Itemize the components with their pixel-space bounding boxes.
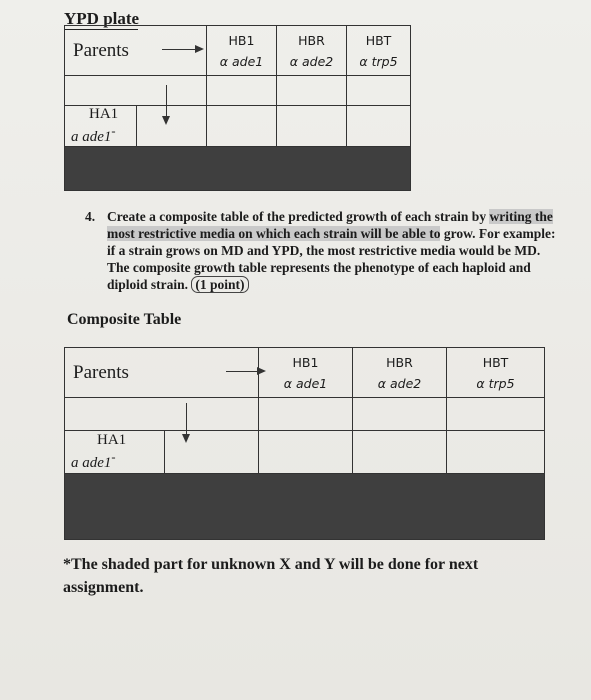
parents-label: Parents — [73, 361, 129, 383]
parents-cell — [65, 26, 207, 76]
down-arrow-icon — [186, 403, 187, 441]
parents-label: Parents — [73, 39, 129, 61]
empty-cell — [277, 76, 347, 106]
growth-cell — [259, 431, 353, 474]
growth-cell — [347, 106, 411, 147]
empty-cell — [447, 398, 545, 431]
growth-cell — [277, 106, 347, 147]
down-arrow-icon — [166, 85, 167, 123]
ha1-label: HA1 — [89, 106, 119, 122]
empty-cell — [65, 76, 207, 106]
right-arrow-icon — [162, 49, 202, 50]
ha1-cell: HA1 a ade1- — [65, 106, 137, 147]
header-hbt: HBT α trp5 — [347, 26, 411, 76]
ypd-plate-title: YPD plate — [64, 9, 140, 28]
parents-cell — [65, 348, 259, 398]
header-hb1: HB1 α ade1 — [259, 348, 353, 398]
empty-cell — [353, 398, 447, 431]
shaded-row — [65, 147, 411, 191]
empty-cell — [259, 398, 353, 431]
ypd-table — [64, 25, 411, 191]
question-text-part2: grow. For example: if a strain grows on MD and YPD, the most restrictive media would be MD. The composite growth table represents the phenotype of each haploid and diploid strain. — [107, 226, 556, 292]
question-4 — [85, 208, 565, 293]
question-text-part1: Create a composite table of the predicted growth of each strain by — [107, 209, 490, 224]
shaded-row — [65, 474, 545, 540]
growth-cell — [207, 106, 277, 147]
header-hbr: HBR α ade2 — [353, 348, 447, 398]
ha1-cell: HA1 a ade1- — [65, 431, 165, 474]
composite-table — [64, 347, 545, 540]
question-number: 4. — [85, 209, 96, 224]
empty-cell — [65, 398, 259, 431]
highlighted-text: writing the most restrictive media on which each strain will be able to — [107, 209, 553, 241]
composite-table-title: Composite Table — [67, 311, 182, 328]
empty-cell — [347, 76, 411, 106]
header-hbr: HBR α ade2 — [277, 26, 347, 76]
points-badge: (1 point) — [191, 276, 248, 293]
empty-cell — [207, 76, 277, 106]
ha1-gene: a ade1 — [71, 129, 112, 145]
ha1-label: HA1 — [97, 432, 127, 448]
ha1-gene: a ade1 — [71, 455, 112, 471]
header-hbt: HBT α trp5 — [447, 348, 545, 398]
growth-cell — [447, 431, 545, 474]
header-hb1: HB1 α ade1 — [207, 26, 277, 76]
right-arrow-icon — [226, 371, 264, 372]
empty-cell — [137, 106, 207, 147]
empty-cell — [165, 431, 259, 474]
growth-cell — [353, 431, 447, 474]
footnote: *The shaded part for unknown X and Y will be done for next assignment. — [63, 556, 479, 596]
